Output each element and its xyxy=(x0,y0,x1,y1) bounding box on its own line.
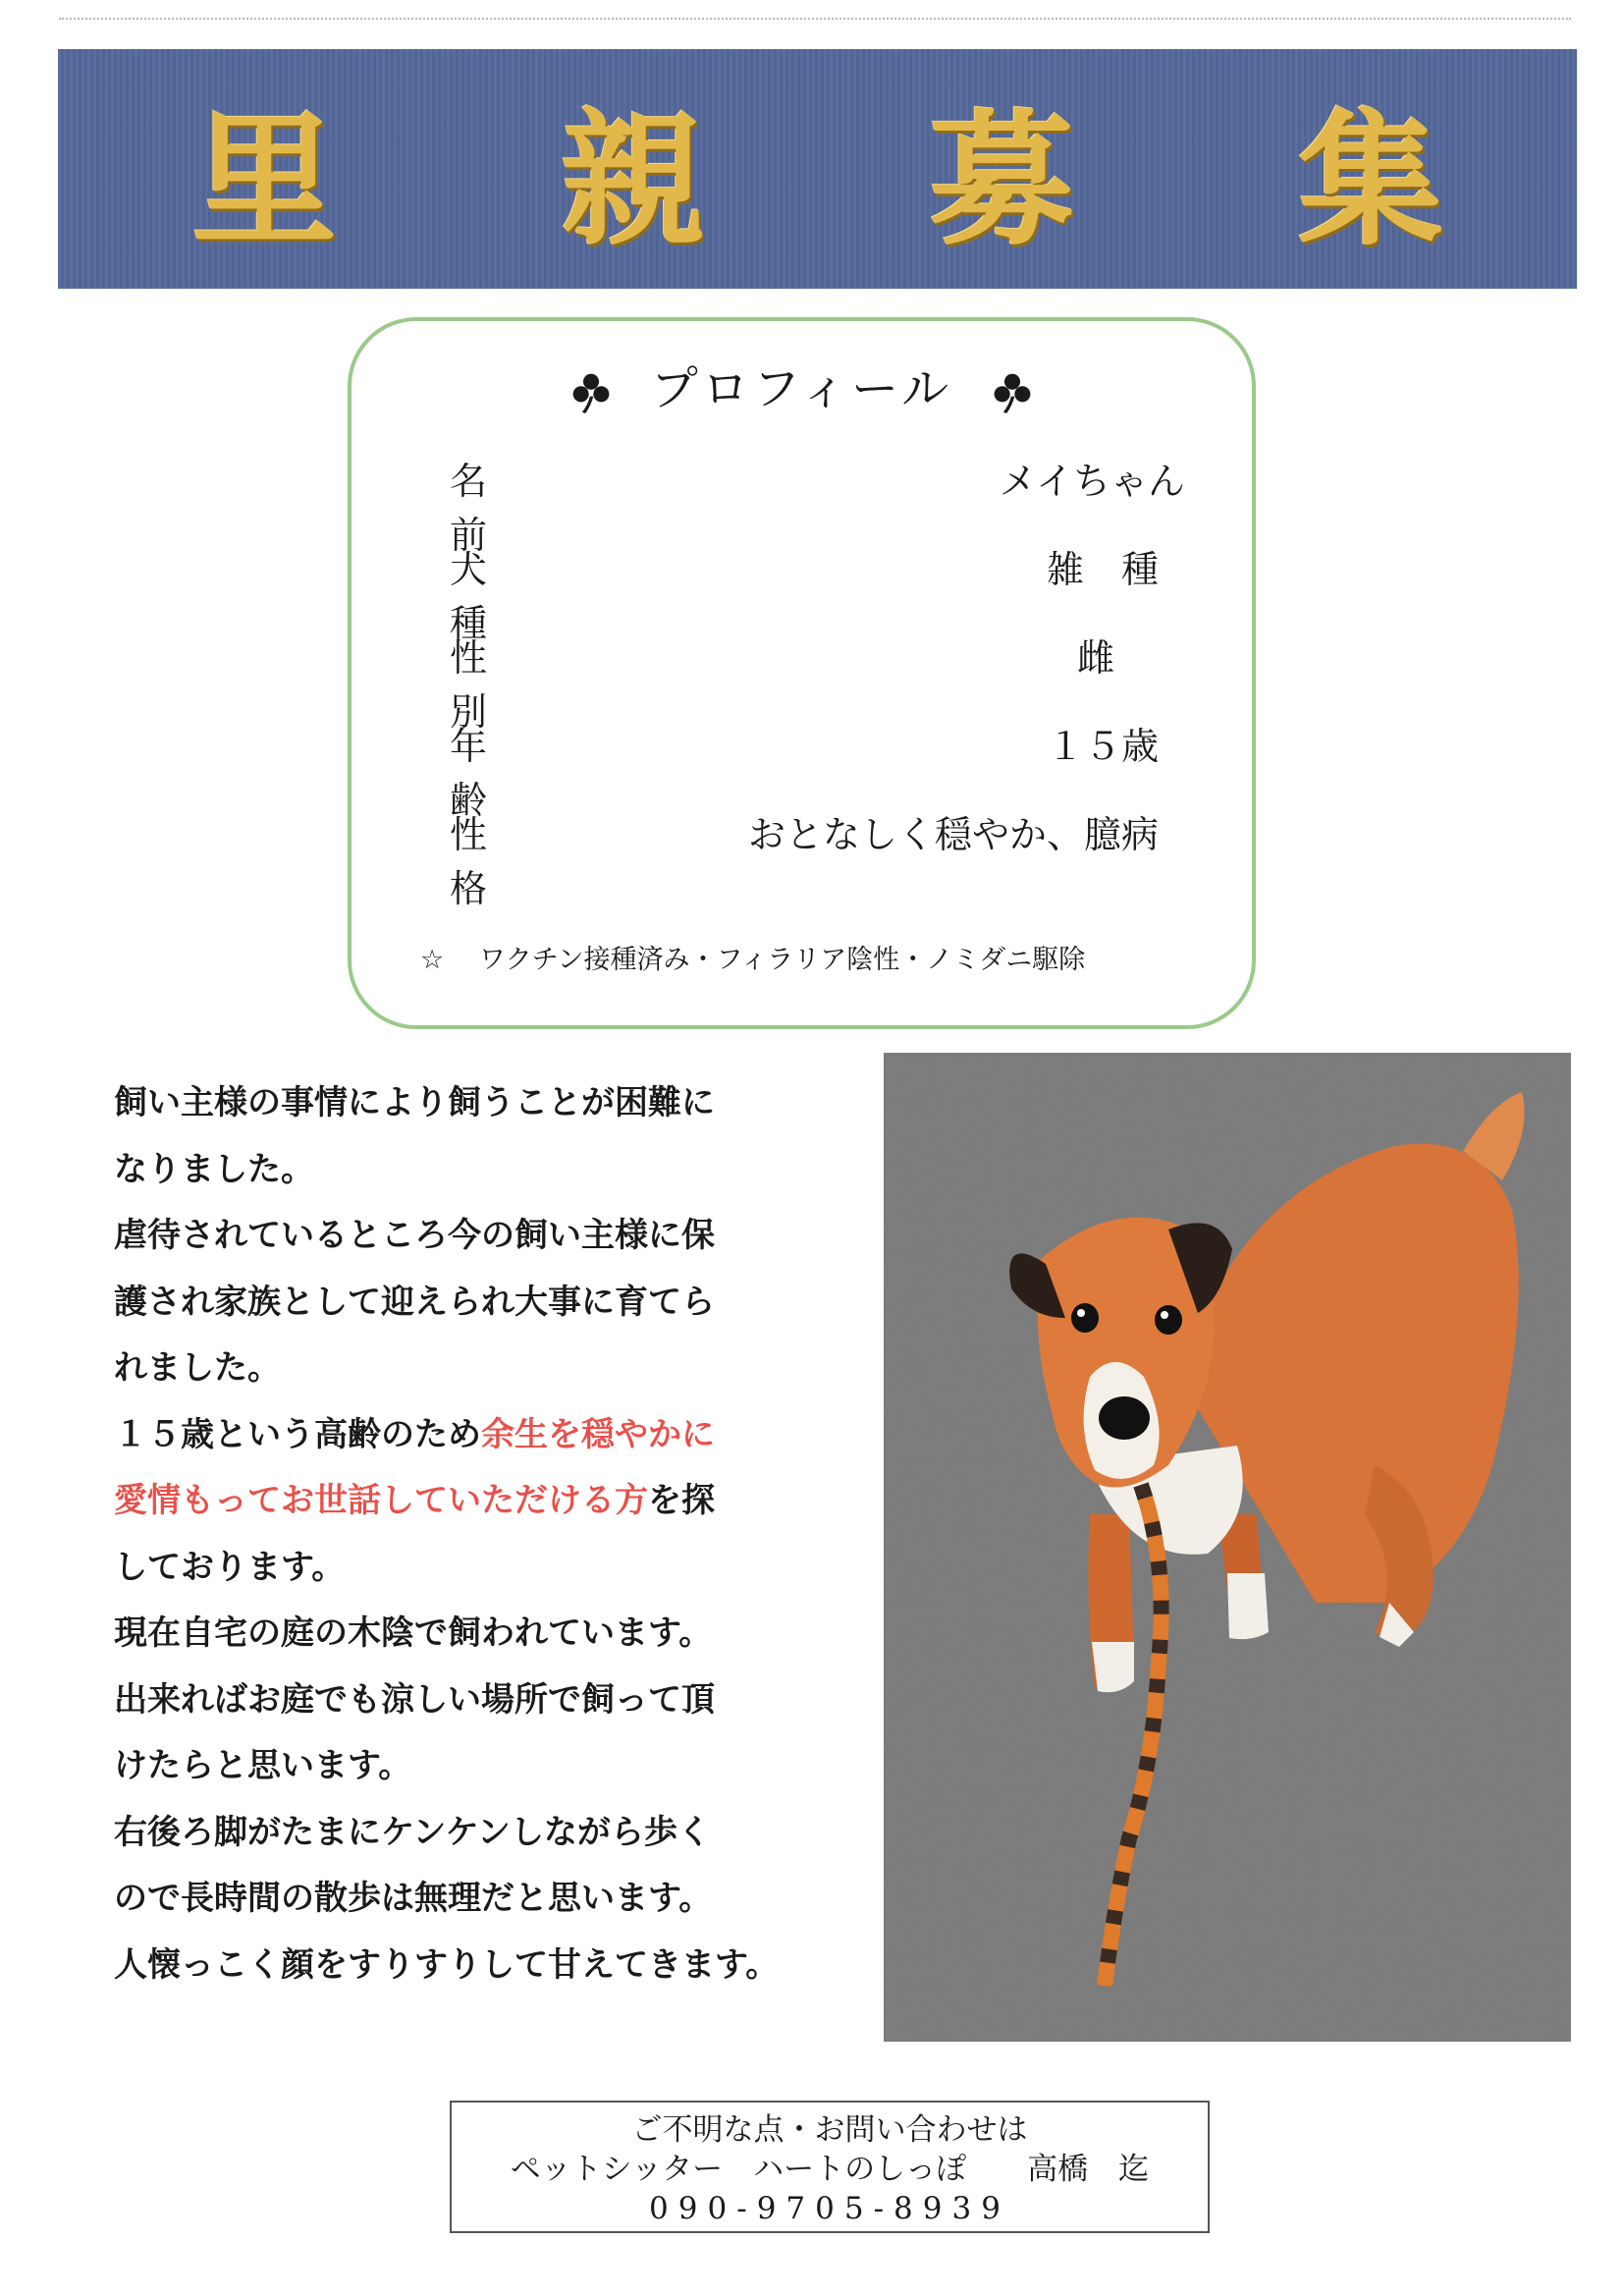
text-run: １５歳という高齢のため xyxy=(114,1414,481,1454)
description-line: 右後ろ脚がたまにケンケンしながら歩く xyxy=(114,1812,711,1852)
description-line: 現在自宅の庭の木陰で飼われています。 xyxy=(114,1613,713,1653)
description-line: なりました。 xyxy=(114,1149,314,1189)
profile-row-breed xyxy=(352,539,1252,645)
profile-label: 名前 xyxy=(450,460,527,557)
contact-phone: 090-9705-8939 xyxy=(649,2191,1010,2226)
description-line: 人懐っこく顔をすりすりして甘えてきます。 xyxy=(114,1944,780,1985)
profile-heading xyxy=(352,351,1252,418)
top-dotted-rule xyxy=(59,18,1571,20)
profile-value: １５歳 xyxy=(1046,725,1159,768)
health-note xyxy=(420,938,1085,976)
profile-value: メイちゃん xyxy=(999,460,1185,503)
contact-box xyxy=(450,2101,1210,2233)
profile-label: 性別 xyxy=(450,636,527,734)
profile-row-sex xyxy=(352,628,1252,734)
dog-photo xyxy=(884,1053,1571,2042)
profile-value: 雌 xyxy=(1076,636,1114,680)
profile-label: 年齢 xyxy=(450,725,527,822)
clover-icon xyxy=(990,369,1035,414)
profile-row-name xyxy=(352,451,1252,557)
description xyxy=(114,1070,801,1998)
description-line: ので長時間の散歩は無理だと思います。 xyxy=(114,1879,713,1918)
profile-label: 犬種 xyxy=(450,548,527,645)
profile-row-age xyxy=(352,716,1252,822)
contact-heading: ご不明な点・お問い合わせは xyxy=(631,2112,1028,2148)
profile-value: おとなしく穏やか、臆病 xyxy=(747,813,1159,856)
page-title: 里 親 募 集 xyxy=(191,94,1530,265)
description-line: 飼い主様の事情により飼うことが困難に xyxy=(114,1083,715,1122)
description-line: れました。 xyxy=(114,1348,281,1388)
clover-icon xyxy=(568,369,614,414)
highlight-text: 余生を穏やかに xyxy=(481,1414,715,1454)
dog-illustration xyxy=(884,1053,1571,2042)
profile-value: 雑 種 xyxy=(1046,548,1159,591)
star-icon: ☆ xyxy=(420,945,445,975)
profile-row-personality xyxy=(352,804,1252,910)
description-line: 護され家族として迎えられ大事に育てら xyxy=(114,1282,715,1322)
description-line xyxy=(114,1468,801,1535)
text-run: を探 xyxy=(648,1481,715,1520)
description-line: しております。 xyxy=(114,1547,346,1587)
contact-shop: ペットシッター ハートのしっぽ 高橋 迄 xyxy=(510,2152,1150,2187)
description-line: 虐待されているところ今の飼い主様に保 xyxy=(114,1216,715,1255)
highlight-text: 愛情もってお世話していただける方 xyxy=(114,1481,648,1520)
profile-label: 性格 xyxy=(450,813,527,910)
profile-heading-text: プロフィール xyxy=(650,361,953,416)
description-line xyxy=(114,1402,801,1469)
title-banner xyxy=(58,49,1577,289)
description-line: 出来ればお庭でも涼しい場所で飼って頂 xyxy=(114,1679,715,1720)
health-note-text: ワクチン接種済み・フィラリア陰性・ノミダニ駆除 xyxy=(478,945,1086,975)
description-line: けたらと思います。 xyxy=(114,1746,412,1785)
profile-box xyxy=(348,317,1256,1029)
